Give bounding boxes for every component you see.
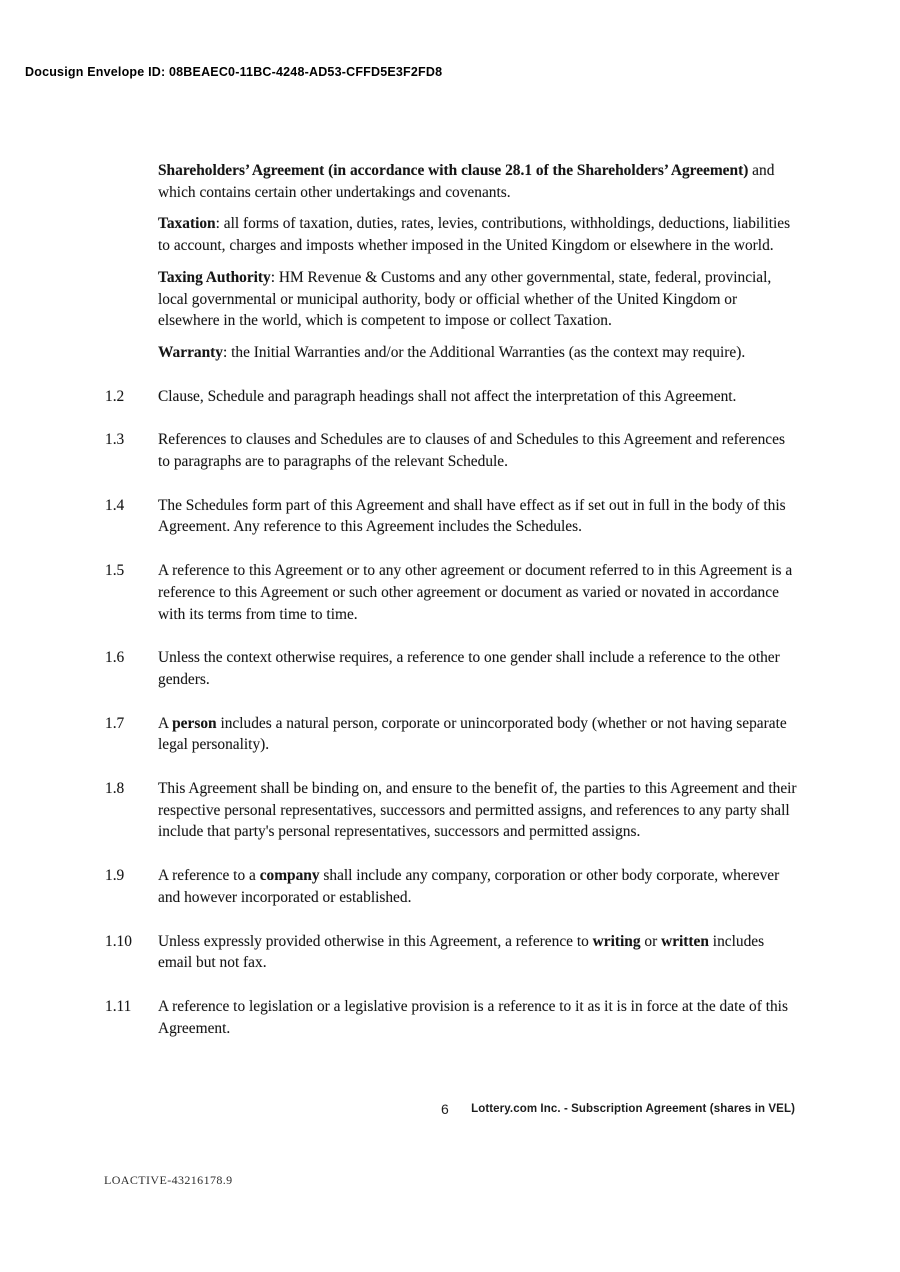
clause-number: 1.3 — [105, 431, 125, 449]
text-segment: : HM Revenue & Customs and any other governmental, state, federal, provincial, local governmental or municipal authority, body or official whether of the United Kingdom or elsewhere in the world, which is competent to impose or collect Taxation. — [158, 268, 772, 330]
text-segment: or — [640, 932, 662, 950]
bold-text-segment: Taxation — [158, 215, 216, 233]
text-segment: : all forms of taxation, duties, rates, levies, contributions, withholdings, deductions, liabilities to account, charges and imposts whether imposed in the United Kingdom or elsewhere in the world. — [158, 215, 791, 255]
text-segment: includes email but not fax. — [158, 932, 765, 972]
text-segment: Clause, Schedule and paragraph headings shall not affect the interpretation of this Agreement. — [158, 387, 737, 405]
text-segment: shall include any company, corporation or other body corporate, wherever and however incorporated or established. — [158, 867, 780, 906]
clause-number: 1.8 — [105, 780, 125, 798]
clause-number: 1.10 — [105, 932, 132, 950]
clause-1.10 — [105, 931, 797, 974]
definition-paragraph — [158, 213, 797, 256]
page-body — [105, 160, 797, 1039]
bold-text-segment: Shareholders’ Agreement (in accordance with clause 28.1 of the Shareholders’ Agreement) — [158, 162, 749, 179]
text-segment: A — [158, 714, 173, 732]
clause-text — [158, 996, 797, 1039]
clause-1.2 — [105, 386, 797, 408]
clause-number: 1.5 — [105, 562, 125, 580]
definition-paragraph — [158, 342, 797, 364]
text-segment: Unless the context otherwise requires, a reference to one gender shall include a reference to the other genders. — [158, 649, 780, 688]
clause-1.6 — [105, 647, 797, 690]
bold-text-segment: writing — [592, 932, 641, 950]
page-number: 6 — [441, 1101, 449, 1117]
text-segment: Unless expressly provided otherwise in this Agreement, a reference to — [158, 932, 593, 950]
clause-text — [158, 865, 797, 908]
text-segment: The Schedules form part of this Agreement and shall have effect as if set out in full in the body of this Agreement. Any reference to this Agreement includes the Schedules. — [158, 496, 786, 536]
clause-text — [158, 713, 797, 756]
text-segment: A reference to a — [158, 867, 260, 885]
clause-text — [158, 560, 797, 625]
clause-number: 1.2 — [105, 387, 125, 405]
clause-1.11 — [105, 996, 797, 1039]
bold-text-segment: person — [172, 714, 217, 732]
clause-text — [158, 647, 797, 690]
bold-text-segment: written — [661, 932, 709, 950]
footer-file-reference: LOACTIVE-43216178.9 — [104, 1173, 233, 1187]
clause-1.8 — [105, 778, 797, 843]
clause-text — [158, 386, 797, 408]
clause-number: 1.9 — [105, 867, 125, 885]
clause-number: 1.6 — [105, 649, 125, 667]
text-segment: References to clauses and Schedules are to clauses of and Schedules to this Agreement and references to paragraphs are to paragraphs of the relevant Schedule. — [158, 431, 785, 471]
definition-paragraph — [158, 160, 797, 203]
text-segment: includes a natural person, corporate or unincorporated body (whether or not having separate legal personality). — [158, 714, 787, 754]
clause-number: 1.11 — [105, 997, 132, 1015]
clause-text — [158, 429, 797, 472]
text-segment: : the Initial Warranties and/or the Additional Warranties (as the context may require). — [222, 343, 746, 361]
text-segment: This Agreement shall be binding on, and ensure to the benefit of, the parties to this Agreement and their respective personal representatives, successors and permitted assigns, and references to any party shall include that party's personal representatives, successors and permitted assigns. — [158, 780, 797, 841]
clause-text — [158, 931, 797, 974]
clause-number: 1.4 — [105, 496, 125, 514]
bold-text-segment: Taxing Authority — [158, 268, 271, 286]
bold-text-segment: company — [259, 867, 320, 885]
bold-text-segment: Warranty — [158, 343, 223, 361]
text-segment: and which contains certain other undertakings and covenants. — [158, 162, 775, 201]
clause-1.5 — [105, 560, 797, 625]
definition-paragraph — [158, 267, 797, 332]
clause-1.3 — [105, 429, 797, 472]
text-segment: A reference to this Agreement or to any other agreement or document referred to in this Agreement is a reference to this Agreement or such other agreement or document as varied or novated in accordance with its terms from time to time. — [158, 562, 793, 623]
clause-1.9 — [105, 865, 797, 908]
clause-1.7 — [105, 713, 797, 756]
clause-1.4 — [105, 495, 797, 538]
text-segment: A reference to legislation or a legislative provision is a reference to it as it is in force at the date of this Agreement. — [158, 997, 788, 1037]
clause-number: 1.7 — [105, 714, 125, 732]
footer-document-reference: Lottery.com Inc. - Subscription Agreement (shares in VEL) — [471, 1103, 795, 1115]
docusign-envelope-id: Docusign Envelope ID: 08BEAEC0-11BC-4248-AD53-CFFD5E3F2FD8 — [25, 65, 443, 79]
clause-text — [158, 495, 797, 538]
clause-text — [158, 778, 797, 843]
